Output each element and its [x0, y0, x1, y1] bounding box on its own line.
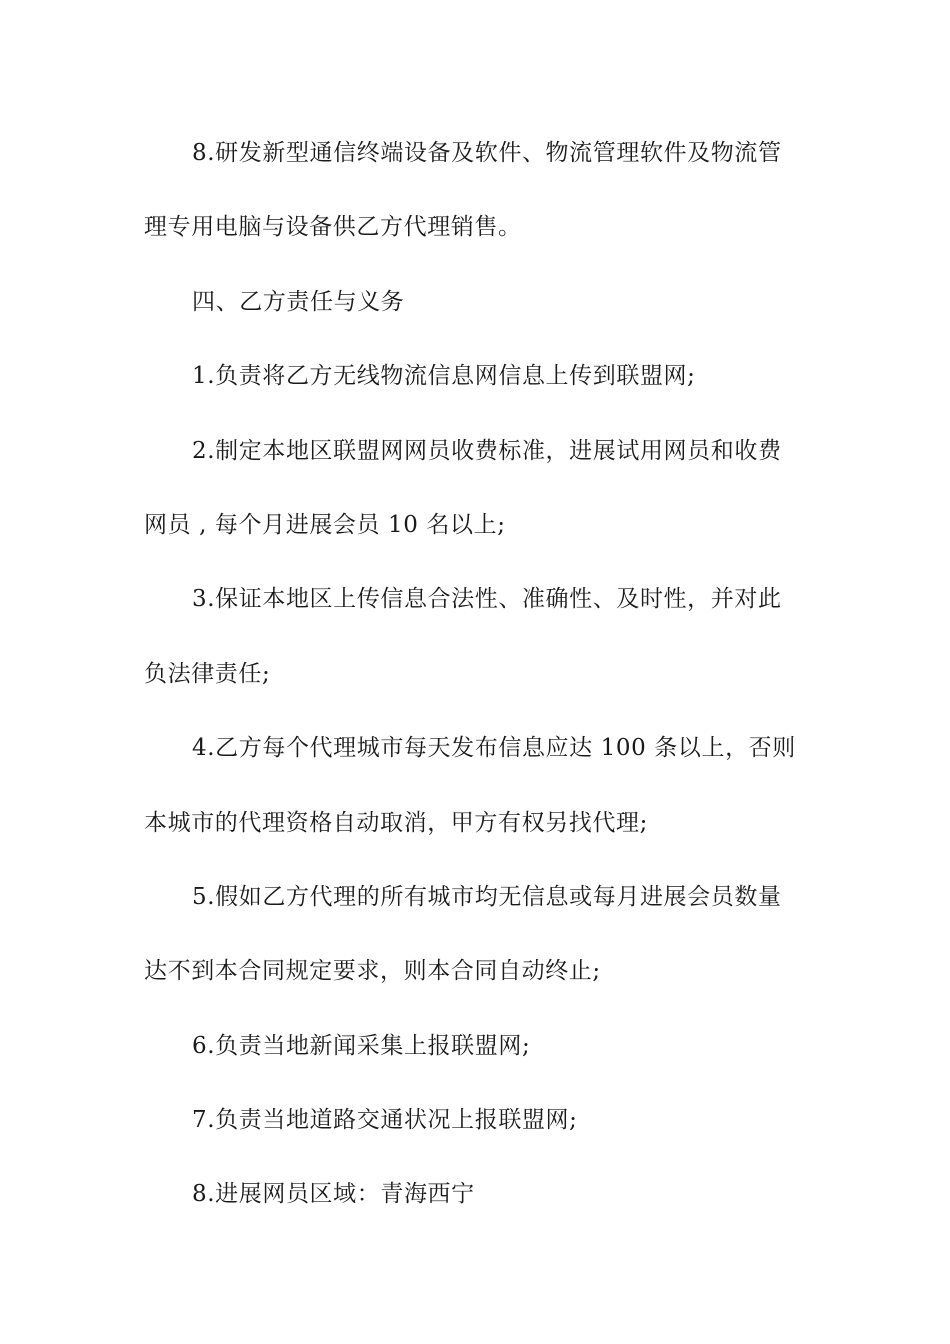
- paragraph-line: 2.制定本地区联盟网网员收费标准，进展试用网员和收费: [192, 437, 782, 464]
- paragraph-line: 负法律责任;: [144, 660, 271, 687]
- paragraph-line: 3.保证本地区上传信息合法性、准确性、及时性，并对此: [192, 586, 782, 613]
- paragraph-line: 1.负责将乙方无线物流信息网信息上传到联盟网;: [192, 363, 696, 390]
- paragraph-line: 5.假如乙方代理的所有城市均无信息或每月进展会员数量: [192, 883, 782, 910]
- paragraph-line: 4.乙方每个代理城市每天发布信息应达 100 条以上，否则: [192, 735, 796, 762]
- paragraph-line: 8.进展网员区域：青海西宁: [192, 1181, 475, 1208]
- paragraph-line: 网员 , 每个月进展会员 10 名以上;: [144, 511, 506, 538]
- paragraph-line: 达不到本合同规定要求，则本合同自动终止;: [144, 958, 601, 985]
- paragraph-line: 6.负责当地新闻采集上报联盟网;: [192, 1032, 531, 1059]
- paragraph-line: 本城市的代理资格自动取消，甲方有权另找代理;: [144, 809, 648, 836]
- paragraph-line: 8.研发新型通信终端设备及软件、物流管理软件及物流管: [192, 140, 782, 166]
- paragraph-line: 理专用电脑与设备供乙方代理销售。: [144, 214, 522, 241]
- section-heading: 四、乙方责任与义务: [192, 288, 405, 315]
- body-text: [144, 130, 806, 1246]
- paragraph-line: 7.负责当地道路交通状况上报联盟网;: [192, 1107, 578, 1134]
